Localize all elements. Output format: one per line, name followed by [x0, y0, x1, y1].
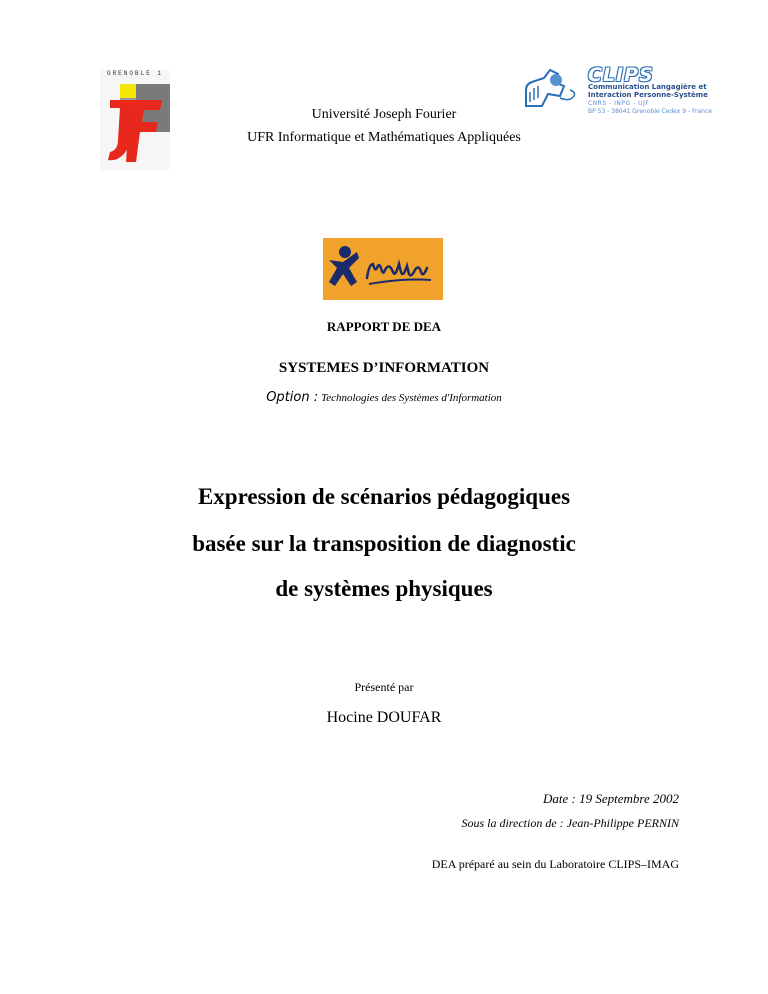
matis-logo-mark [323, 238, 443, 300]
option-label: Option : [266, 390, 319, 405]
presented-by: Présenté par [354, 680, 414, 694]
title-line-2: basée sur la transposition de diagnostic [192, 531, 576, 556]
report-field: SYSTEMES D’INFORMATION [278, 360, 490, 376]
author-name: Hocine DOUFAR [326, 709, 442, 726]
report-date: Date : 19 Septembre 2002 [543, 791, 679, 806]
report-option [0, 390, 768, 405]
ujf-logo-tag: GRENOBLE 1 [106, 70, 163, 77]
option-value: Technologies des Systèmes d'Information [321, 392, 502, 404]
clips-logo-name: CLIPS [588, 64, 654, 86]
clips-logo-line-1: Communication Langagière et [588, 83, 707, 91]
department-name: UFR Informatique et Mathématiques Appliquées [247, 130, 521, 145]
clips-logo-line-3: CNRS - INPG - UJF [588, 100, 650, 107]
university-name: Université Joseph Fourier [311, 107, 457, 122]
direction-label: Sous la direction de : [461, 816, 564, 830]
clips-logo-mark [520, 66, 578, 112]
clips-logo-line-4: BP 53 - 38041 Grenoble Cedex 9 - France [588, 108, 712, 115]
clips-logo-line-2: Interaction Personne-Système [588, 91, 708, 99]
matis-logo [323, 238, 443, 300]
lab-statement: DEA préparé au sein du Laboratoire CLIPS–IMAG [431, 857, 679, 871]
supervision [461, 816, 679, 831]
title-line-1: Expression de scénarios pédagogiques [197, 484, 571, 509]
report-type: RAPPORT DE DEA [326, 319, 442, 334]
director-name: Jean-Philippe PERNIN [566, 816, 679, 830]
title-line-3: de systèmes physiques [275, 576, 493, 601]
